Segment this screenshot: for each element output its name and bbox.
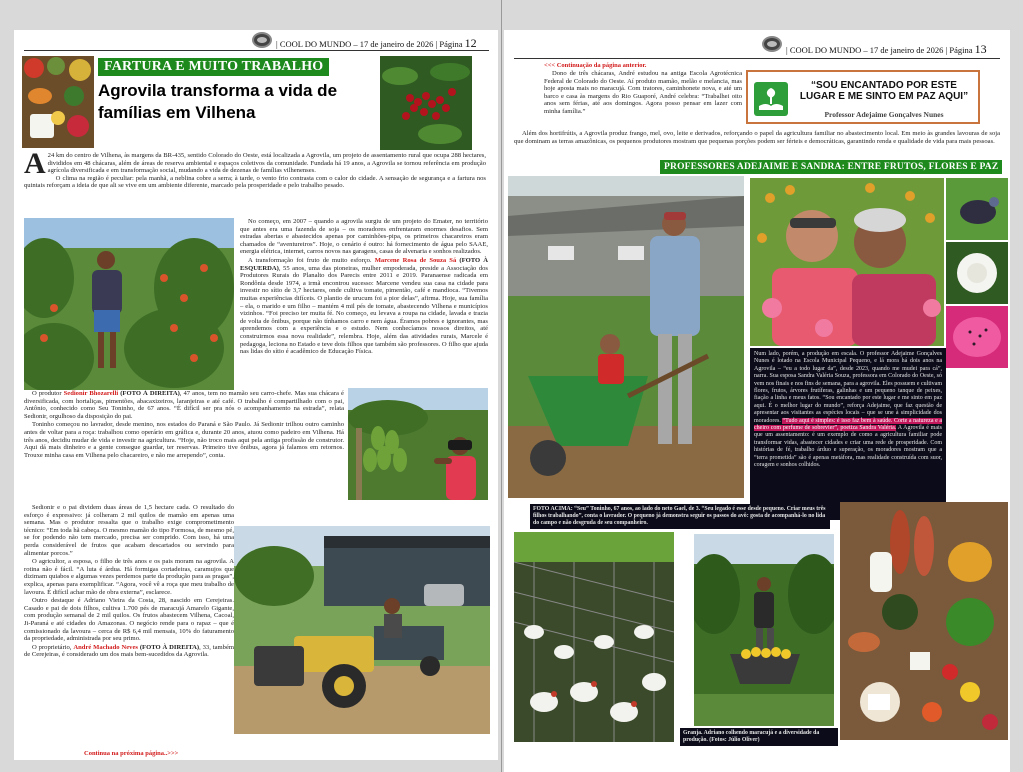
- page-header-left: [276, 36, 477, 51]
- andre-intro: O proprietário,: [32, 643, 72, 651]
- story-paragraph-1: Num lado, porém, a produção em escala. O professor Adejaime Gonçalves Nunes é lotado na Escola Municipal Pequeno, e lá mora há dois anos na Agrovila – “eu a todo lugar da”, desde 2023, quando me mudei para cá”, narra. Sua esposa Sandra Valéria Souza, professora em Colorado do Oeste, só vem nos finais e nos fins de semana, para a agrovila. Eles possuem e cultivam flores, frutos, árvores frutíferas, galinhas e um pequeno tanque de peixes, fiação a linha e meus fatos. “Sou encantado por este lugar e me sinto em paz aqui. É o melhor lugar do mundo”, reforça Adejaime, que faz questão de apresentar aos visitantes as espécies locais – que se une à simplicidade dos moradores.: [754, 351, 942, 424]
- story-paragraph-2: “Tudo aqui é simples: é isso faz bem à saúde. Corte a natureza e a cheiro com perfume de sobrevier”, poetiza Sandra Valéria.: [754, 417, 943, 432]
- guinea-fowl-photo: [946, 178, 1008, 240]
- andre-photo-ref: (FOTO À DIREITA): [139, 643, 200, 651]
- pitaya-photo: [946, 306, 1008, 368]
- adejaime-story-box: [750, 348, 946, 520]
- sedionir-body: , 47 anos, tem no mamão seu carro-chefe. Mas sua chácara é diversificada, com hortaliças, pimentões, abacaxizeiros, laranjeiras e até café. O trabalho é compartilhado com o pai, Antônio, conhecido como Seu Toninho, de 67 anos. “É difícil ser pra nós o acompanhamento na estrada”, relata Sedionir, orgulhoso da disposição do pai.: [24, 390, 344, 420]
- paragraph-clima: O clima na região é peculiar: pela manhã, a neblina cobre a serra; à tarde, o vento frio contrasta com o calor do cidade. A sensação de segurança e a fartura nos quintais reforçam a ideia de que ali se vive em um ambiente diferente, marcado pela prosperidade e pelo trabalho pesado.: [24, 174, 486, 190]
- sedionir-photo-ref: (FOTO À DIREITA): [120, 390, 180, 397]
- dropcap: A: [24, 152, 46, 180]
- article-column-left-bottom: [24, 504, 234, 750]
- paragraph-esposa: O agricultor, a esposa, o filho de três anos e os pais moram na agrovila. A rotina não é fácil. “A luta é árdua. Há formigas cortadeiras, caramujos que dizimam quiabos e algumas vezes perdemos parte da produção para as pragas”, explica, apenas para exemplificar. “Agora, você vê a roça que meu trabalho de lavoura. É difícil achar mão de obra externa”, esclarece.: [24, 558, 234, 596]
- marcene-tomato-field-photo: [24, 218, 234, 390]
- header-text: | COOL DO MUNDO – 17 de janeiro de 2026 | Página: [276, 39, 465, 49]
- article-intro: [24, 152, 486, 214]
- andre-tractor-photo: [234, 526, 490, 734]
- paragraph-toninho: Toninho começou no lavrador, desde menino, nos estados do Paraná e São Paulo. Já Sedionir trilhou outro caminho antes de voltar para a roça: trabalhou como operário em gráfica e, durante 20 anos, atuou como padeiro em Vilhena. Há três anos, decidiu mudar de vida e investir na agricultura. “Hoje, não troco mais aqui pela antiga profissão de construtor. Aqui dá mais dinheiro e a gente consegue guardar, ter reservas. Primeiro tive ônibus, agora já falamos em retornos. Trouxe minha casa em Vilhena pelo chacareiro, e não me arrependo”, conta.: [24, 421, 344, 459]
- andre-name: André Machado Neves: [73, 643, 138, 651]
- sedionir-intro: O produtor: [32, 390, 62, 397]
- page-fold-divider: [501, 0, 502, 772]
- story-paragraph-3: A Agrovila é mais que um assentamento: é um exemplo de como a agricultura familiar pode transformar vidas, abastecer cidades e criar uma rede de prosperidade. Com histórias de fé, trabalho árduo e superação, os moradores mostram que a “terra prometida” são é apenas metáfora, mas realidade construída com suor, coragem e sonhos colhidos.: [754, 425, 943, 469]
- page-number: 13: [974, 42, 987, 56]
- adejaime-sandra-photo: [750, 178, 944, 346]
- paragraph-hortifruti: Além dos hortifrútis, a Agrovila produz frango, mel, ovo, leite e derivados, reforçando o papel da agricultura familiar no abastecimento local. Em meio às grandes lavouras de soja que dominam as terras amazônicas, os pequenos produtores mostram que pequenas porções podem ser férteis e democráticas, garantindo renda e qualidade de vida para mais pessoas.: [514, 130, 1000, 145]
- paragraph-producao: Sedionir e o pai dividem duas áreas de 1,5 hectare cada. O resultado do esforço é expressivo: já colheram 2 mil quilos de mamão em apenas uma semana. Mas o produtor ressalta que o trabalho exige comprometimento técnico: “Em toda hã cabeça. O mesmo mamão do tipo Formosa, de mesmo pé, se for podendo não tem mercado, precisa ser comprido. Com isso, há uma perda considerável de frutos que acabam descartados ou servindo para alimentar porcos.”: [24, 504, 234, 557]
- sedionir-name: Sedionir Bhozarelli: [63, 390, 119, 397]
- page-number: 12: [464, 36, 477, 50]
- paragraph-andre-cont: Dono de três chácaras, André estudou na antiga Escola Agrotécnica Federal de Colorado do Oeste. Aí produto mamão, melão e melancia, mas hoje aposta mais no maracujá. Com tratores, caminhonete nova, e até um barco e casa às margens do Rio Guaporé, André celebra: “Trabalhei oito anos sem férias, até aos domingos. Agora posso pensar em lazer com minha família.”: [544, 70, 742, 115]
- main-photo-caption: FOTO ACIMA: “Seu” Toninho, 67 anos, ao lado do neto Gael, de 3. “Seu legado é esse desde pequeno. Criar meus três filhos trabalhando”, conta o lavrador. O pequeno já demonstra seguir os passos do avô: gosta de acompanhá-lo no lida do campo e não desgruda de seu companheiro.: [530, 504, 830, 529]
- newspaper-page-left: [14, 30, 498, 760]
- header-rule: [24, 50, 489, 51]
- produce-flatlay-photo: [840, 502, 1008, 740]
- header-text: | COOL DO MUNDO – 17 de janeiro de 2026 | Página: [786, 45, 975, 55]
- header-rule: [514, 58, 1000, 59]
- article-headline: Agrovila transforma a vida de famílias em Vilhena: [98, 81, 338, 122]
- white-rose-photo: [946, 242, 1008, 304]
- bottom-photo-caption: Granja. Adriano colhendo maracujá e a diversidade da produção. (Fotos: Júlio Oliver): [680, 728, 838, 746]
- vegetables-photo: [22, 56, 94, 148]
- hands-plant-icon: [754, 82, 788, 116]
- section-banner: PROFESSORES ADEJAIME E SANDRA: ENTRE FRUTOS, FLORES E PAZ: [660, 160, 1002, 174]
- marcene-intro: A transformação foi fruto de muito esforço.: [248, 256, 372, 264]
- newspaper-logo-icon: [252, 32, 272, 48]
- marcene-body: , 55 anos, uma das pioneiras, mulher empoderada, preside a Associação dos Produtores Rurais do Planalto dos Parecis entre 2011 e 2019. Paranaense radicada em Rondônia desde 1974, a irmã encontrou sucesso: Marcene vendeu sua casa na cidade para investir no sítio de 3,7 hectares, onde cultiva tomate, pimentão, café e mandioca. “Tivemos muitas experiências difíceis. O plantio de urucum foi a pior delas”, afirma. Hoje, sua família – ela, o marido e um filho – mantém 4 mil pés de tomate, abastecendo Vilhena e municípios vizinhos. “Foi preciso ter muita fé. No começo, eu levava a roupa na cidade, lavada e trazia de volta de ônibus, porque não tínhamos carro e nem água. Éramos pobres e ignorantes, mas aprendemos com a experiência e o estudo. Nem conhecíamos nossos direitos, até construirmos essa nova realidade”, relembra. Hoje, além das atividades rurais, Marcele é pedagoga, leciona no Estado e teve dois filhos que também são professores. O filho que ajuda nas lidas do sítio é acadêmico de Educação Física.: [240, 264, 488, 356]
- andre-continuation: [544, 70, 742, 130]
- newspaper-page-right: [504, 30, 1010, 772]
- quote-text: “SOU ENCANTADO POR ESTE LUGAR E ME SINTO EM PAZ AQUI”: [799, 80, 969, 102]
- article-column-right-1: [240, 218, 488, 388]
- article-kicker: FARTURA E MUITO TRABALHO: [98, 58, 329, 76]
- paragraph-adriano: Outro destaque é Adriano Vieira da Costa, 28, nascido em Cerejeiras. Casado e pai de dois filhos, cultiva 1.700 pés de maracujá Amarelo Gigante, com produção semanal de 2 mil quilos. Os frutos abastecem Vilhena, Cacoal, Ji-Paraná e até cidades do Amazonas. O negócio rende para o rapaz – que é comissionado da lavoura – cerca de R$ 6,4 mil mensais, 10% do faturamento da propriedade, administrada por seu primo.: [24, 597, 234, 643]
- quote-box: [746, 70, 980, 124]
- page-header-right: [786, 42, 987, 57]
- coffee-berries-photo: [380, 56, 472, 150]
- continue-prev-link[interactable]: <<< Continuação da página anterior.: [544, 62, 647, 69]
- andre-body: , 33, também de Cerejeiras, é considerado um dos mais bem-sucedidos da Agrovila.: [24, 643, 234, 659]
- adriano-passion-fruit-photo: [694, 534, 834, 726]
- intro-text: 24 km do centro de Vilhena, às margens da BR-435, sentido Colorado do Oeste, está localizada a Agrovila, um projeto de assentamento rural que ocupa 288 hectares, divididos em 48 chácaras, além de áreas de reserva ambiental e espaços coletivos da comunidade. Fundada há 19 anos, a Agrovila se tornou referência em produção agrícola diversificada e em transformação social, mudando a vida de dezenas de famílias vilhenenses.: [47, 152, 486, 175]
- marcene-photo-ref: (FOTO À ESQUERDA): [240, 256, 488, 272]
- paragraph-inicio: No começo, em 2007 – quando a agrovila surgiu de um projeto do Emater, no território que antes era uma fazenda de soja – os moradores enfrentaram enormes desafios. Sem estradas abertas e abastecidos apenas por caminhões-pipa, os primeiros chacareiros eram chamados de “aventureiros”. Hoje, o cenário é outro: há fornecimento de água pelo SAAE, energia elétrica, internet, carros novos nas garagens, casas de alvenaria e sonhos realizados.: [240, 218, 488, 256]
- chickens-photo: [514, 532, 674, 742]
- hortifruti-paragraph: [514, 130, 1000, 160]
- sedionir-papaya-photo: [348, 388, 488, 500]
- marcene-name: Marcene Rosa de Souza Sá: [374, 256, 457, 264]
- continue-next-link[interactable]: Continua na próxima página..>>>: [84, 750, 179, 757]
- quote-author: Professor Adejaime Gonçalves Nunes: [824, 110, 944, 119]
- article-column-mid: [24, 390, 344, 502]
- newspaper-logo-icon: [762, 36, 782, 52]
- toninho-wheelbarrow-photo: [508, 176, 744, 498]
